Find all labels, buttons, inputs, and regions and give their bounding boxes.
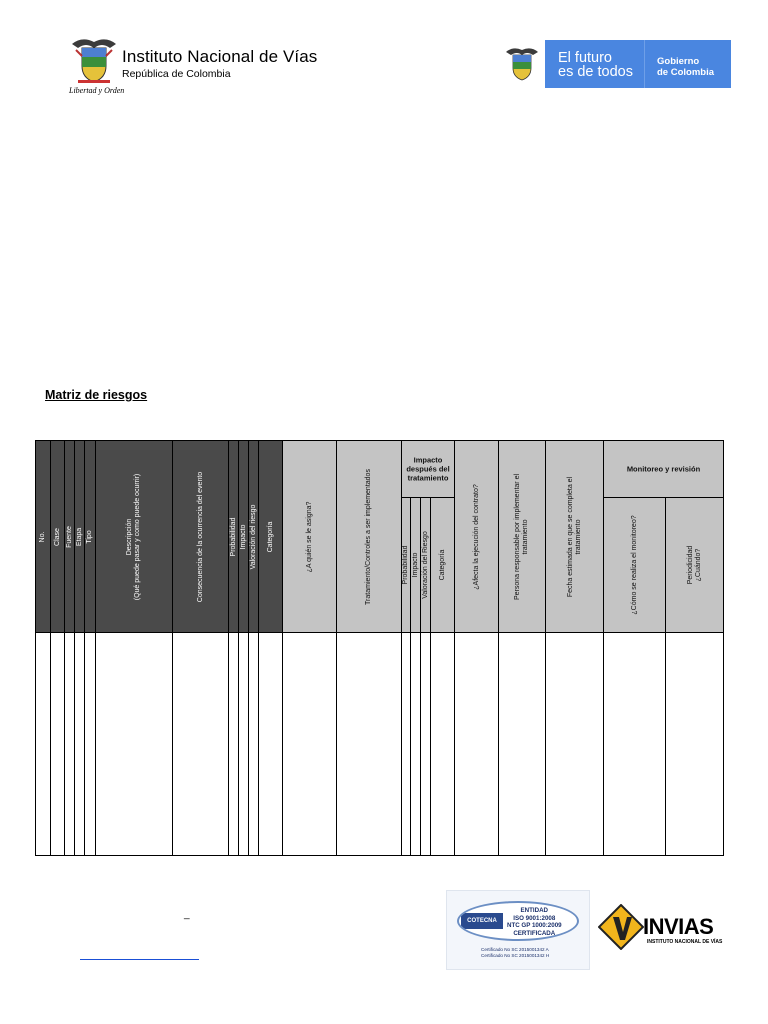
header-afecta-label: ¿Afecta la ejecución del contrato?	[472, 483, 480, 590]
header-consecuencia-label: Consecuencia de la ocurrencia del evento	[196, 471, 204, 602]
header-impacto-despues-label: Impacto después del tratamiento	[406, 455, 450, 483]
body-cell-tratamiento[interactable]	[336, 632, 402, 856]
header-no-label: No.	[39, 531, 46, 542]
cert-line-4: CERTIFICADA	[513, 929, 556, 937]
header-categoria-label: Categoría	[266, 521, 274, 552]
government-banner	[499, 40, 731, 88]
header-tratamiento-label: Tratamiento/Controles a ser implementados	[365, 468, 372, 605]
header-como	[603, 497, 666, 633]
body-cell-clase[interactable]	[50, 632, 65, 856]
header-descripcion-label	[126, 473, 142, 599]
body-cell-a-quien[interactable]	[282, 632, 337, 856]
header-monitoreo	[603, 440, 724, 498]
invias-diamond-icon	[598, 904, 644, 950]
cert-line-1: ENTIDAD	[520, 907, 549, 914]
body-cell-consecuencia[interactable]	[172, 632, 229, 856]
invias-subtitle: INSTITUTO NACIONAL DE VÍAS	[647, 939, 723, 945]
periodicidad-line-2: ¿Cuándo?	[694, 548, 702, 582]
persona-line-2: tratamiento	[522, 518, 529, 555]
invias-header-logo	[66, 34, 326, 100]
body-cell-fecha[interactable]	[545, 632, 604, 856]
cert-line-3: NTC GP 1000:2009	[507, 922, 562, 930]
header-categoria-2-label: Categoría	[438, 549, 446, 581]
descripcion-line-1: Descripción	[126, 518, 133, 555]
cert-number-1: Certificado No SC 2015001342 A	[481, 947, 549, 952]
header-como-label: ¿Cómo se realiza el monitoreo?	[630, 515, 638, 615]
institute-name: Instituto Nacional de Vías	[122, 47, 318, 66]
gov-label-line-1: Gobierno	[657, 56, 700, 67]
fecha-line-2: tratamiento	[574, 518, 582, 555]
header-persona	[498, 440, 546, 633]
header-descripcion	[95, 440, 173, 633]
header-clase	[50, 440, 65, 633]
invias-logo	[596, 900, 724, 956]
cert-brand: COTECNA	[461, 913, 503, 929]
slogan-line-1: El futuro	[558, 50, 612, 66]
header-valoracion-2-label: Valoración del Riesgo	[421, 531, 429, 599]
header-probabilidad-label: Probabilidad	[229, 517, 237, 556]
periodicidad-line-1: Periodicidad	[686, 545, 694, 585]
government-shield-box	[499, 40, 545, 88]
header-valoracion-label: Valoración del riesgo	[249, 504, 257, 569]
body-cell-como[interactable]	[603, 632, 666, 856]
body-cell-afecta[interactable]	[454, 632, 499, 856]
body-cell-descripcion[interactable]	[95, 632, 173, 856]
header-consecuencia	[172, 440, 229, 633]
header-tratamiento	[336, 440, 402, 633]
fecha-line-1: Fecha estimada en que se completa el	[566, 476, 574, 597]
header-impacto-despues	[401, 440, 455, 498]
descripcion-line-2: (Qué puede pasar y como puede ocurrir)	[134, 473, 141, 600]
body-cell-periodicidad[interactable]	[665, 632, 724, 856]
header-a-quien-label: ¿A quién se le asigna?	[305, 501, 313, 572]
header-periodicidad	[665, 497, 724, 633]
certificate-numbers	[481, 947, 549, 959]
header-a-quien	[282, 440, 337, 633]
risk-matrix-title: Matriz de riesgos	[45, 388, 148, 402]
gov-label-line-2: de Colombia	[657, 67, 715, 78]
header-clase-label: Clase	[53, 527, 61, 546]
body-cell-no[interactable]	[35, 632, 51, 856]
header-no	[35, 440, 51, 633]
header-impacto-2-label: Impacto	[411, 552, 419, 578]
header-monitoreo-label: Monitoreo y revisión	[626, 464, 701, 474]
header-afecta	[454, 440, 499, 633]
body-cell-categoria[interactable]	[258, 632, 283, 856]
header-etapa-label: Etapa	[75, 527, 83, 546]
body-cell-persona[interactable]	[498, 632, 546, 856]
institute-subtitle: República de Colombia	[122, 68, 231, 80]
cert-number-2: Certificado No SC 2015001342 H	[481, 953, 550, 958]
header-impacto-label: Impacto	[239, 524, 247, 549]
banner-divider	[644, 40, 645, 88]
cert-line-2: ISO 9001:2008	[513, 914, 556, 922]
body-cell-categoria-2[interactable]	[430, 632, 455, 856]
government-slogan	[558, 51, 633, 79]
header-periodicidad-label	[687, 546, 703, 585]
invias-name: INVIAS	[643, 914, 714, 939]
cert-lines	[507, 907, 562, 937]
footer-link-underline[interactable]	[80, 959, 199, 960]
colombia-coat-of-arms-icon	[68, 36, 120, 86]
header-probabilidad-2-label: Probabilidad	[402, 545, 409, 585]
header-tipo-label: Tipo	[86, 529, 93, 544]
header-fuente-label: Fuente	[65, 525, 73, 548]
persona-line-1: Persona responsable por implementar el	[514, 473, 521, 600]
slogan-line-2: es de todos	[558, 64, 633, 80]
government-label	[657, 56, 714, 78]
header-fecha	[545, 440, 604, 633]
header-categoria	[258, 440, 283, 633]
header-categoria-2	[430, 497, 455, 633]
footer-dash: _	[184, 909, 190, 920]
iso-certification-badge	[446, 890, 590, 970]
header-persona-label	[514, 473, 530, 599]
certification-seal	[457, 901, 579, 941]
header-fecha-label	[567, 476, 583, 596]
colombia-coat-of-arms-icon	[503, 46, 541, 82]
motto-text: Libertad y Orden	[69, 86, 125, 95]
